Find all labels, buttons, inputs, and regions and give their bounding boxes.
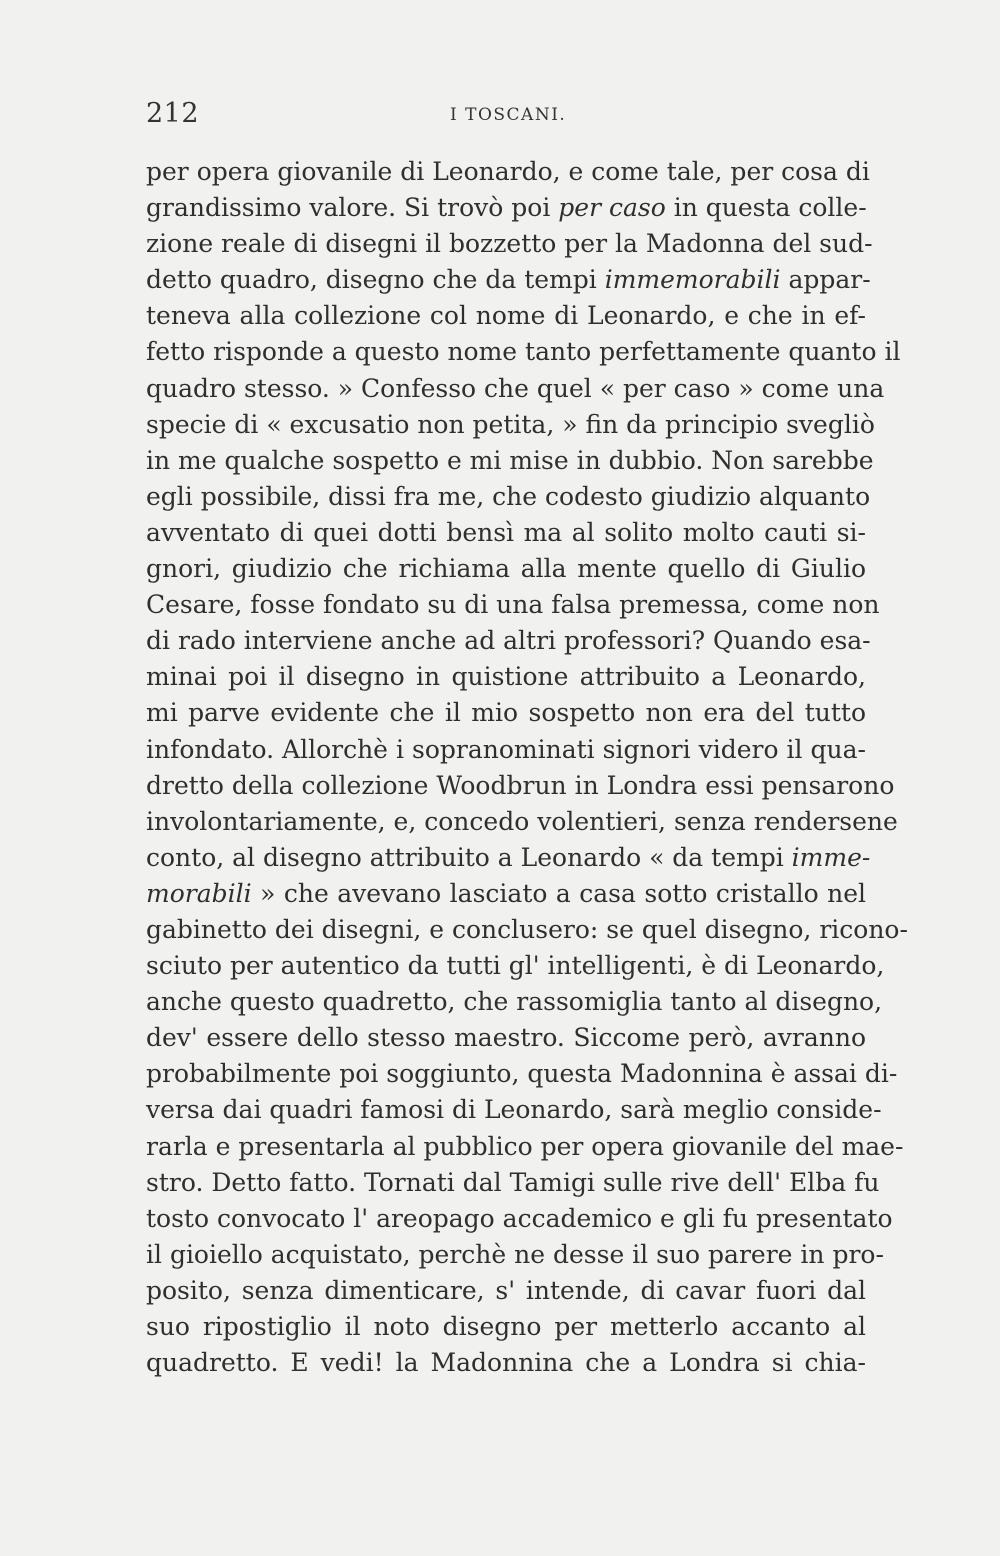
text-segment: gnori, giudizio che richiama alla mente quello di Giulio <box>146 554 866 584</box>
text-line <box>146 623 871 659</box>
text-line <box>146 443 874 479</box>
text-segment: mi parve evidente che il mio sospetto non era del tutto <box>146 698 866 728</box>
text-line <box>146 1020 866 1056</box>
text-segment: posito, senza dimenticare, s' intende, di cavar fuori dal <box>146 1275 866 1305</box>
text-segment: teneva alla collezione col nome di Leonardo, e che in ef- <box>146 301 866 331</box>
text-segment: zione reale di disegni il bozzetto per la Madonna del sud- <box>146 229 873 259</box>
text-line <box>146 659 866 695</box>
text-segment: minai poi il disegno in quistione attribuito a Leonardo, <box>146 662 866 692</box>
text-segment: dretto della collezione Woodbrun in Londra essi pensarono <box>146 770 895 800</box>
text-segment: grandissimo valore. Si trovò poi <box>146 193 559 223</box>
text-segment: tosto convocato l' areopago accademico e gli fu presentato <box>146 1203 893 1233</box>
text-segment: » che avevano lasciato a casa sotto cristallo nel <box>251 878 866 908</box>
text-segment: specie di « excusatio non petita, » fin da principio svegliò <box>146 409 875 439</box>
text-line <box>146 154 870 190</box>
text-segment: appar- <box>780 265 871 295</box>
text-segment: in questa colle- <box>665 193 867 223</box>
text-line <box>146 768 895 804</box>
text-segment: gabinetto dei disegni, e conclusero: se quel disegno, ricono- <box>146 914 908 944</box>
text-line <box>146 1309 866 1345</box>
page-number: 212 <box>146 98 200 129</box>
italic-segment: morabili <box>146 878 252 908</box>
text-segment: stro. Detto fatto. Tornati dal Tamigi sulle rive dell' Elba fu <box>146 1167 880 1197</box>
italic-segment: per caso <box>558 193 666 223</box>
text-segment: per opera giovanile di Leonardo, e come tale, per cosa di <box>146 157 870 186</box>
text-segment: in me qualche sospetto e mi mise in dubbio. Non sarebbe <box>146 445 874 475</box>
text-line <box>146 876 866 912</box>
text-line <box>146 1273 866 1309</box>
text-line <box>146 371 885 407</box>
text-line <box>146 587 880 623</box>
text-line <box>146 551 866 587</box>
text-segment: conto, al disegno attribuito a Leonardo « da tempi <box>146 842 792 872</box>
italic-segment: imme- <box>791 842 871 872</box>
body-text <box>146 154 908 1381</box>
text-line <box>146 1129 904 1165</box>
text-segment: sciuto per autentico da tutti gl' intelligenti, è di Leonardo, <box>146 951 885 981</box>
text-segment: il gioiello acquistato, perchè ne desse il suo parere in pro- <box>146 1239 884 1269</box>
text-segment: versa dai quadri famosi di Leonardo, sarà meglio conside- <box>146 1095 882 1125</box>
page-header <box>146 98 866 138</box>
text-segment: dev' essere dello stesso maestro. Siccome però, avranno <box>146 1023 866 1053</box>
text-segment: probabilmente poi soggiunto, questa Madonnina è assai di- <box>146 1059 898 1089</box>
text-line <box>146 1056 898 1092</box>
text-line <box>146 984 883 1020</box>
text-segment: Cesare, fosse fondato su di una falsa premessa, come non <box>146 590 880 620</box>
text-segment: egli possibile, dissi fra me, che codesto giudizio alquanto <box>146 481 871 511</box>
text-segment: involontariamente, e, concedo volentieri, senza rendersene <box>146 806 898 836</box>
text-line <box>146 407 875 443</box>
text-line <box>146 840 871 876</box>
text-line <box>146 912 908 948</box>
text-line <box>146 1201 893 1237</box>
text-segment: infondato. Allorchè i sopranominati signori videro il qua- <box>146 734 866 764</box>
text-line <box>146 515 866 551</box>
running-head: I TOSCANI. <box>450 105 567 125</box>
text-segment: avventato di quei dotti bensì ma al solito molto cauti si- <box>146 517 866 547</box>
text-segment: rarla e presentarla al pubblico per opera giovanile del mae- <box>146 1131 904 1161</box>
text-line <box>146 226 873 262</box>
text-segment: quadro stesso. » Confesso che quel « per caso » come una <box>146 373 885 403</box>
text-line <box>146 732 866 768</box>
text-line <box>146 1237 884 1273</box>
text-line <box>146 1092 882 1128</box>
text-line <box>146 948 885 984</box>
text-segment: quadretto. E vedi! la Madonnina che a Londra si chia- <box>146 1348 866 1378</box>
italic-segment: immemorabili <box>604 265 781 295</box>
text-segment: detto quadro, disegno che da tempi <box>146 265 605 295</box>
text-line <box>146 479 871 515</box>
text-line <box>146 1165 880 1201</box>
text-line <box>146 334 901 370</box>
text-line <box>146 695 866 731</box>
text-line <box>146 298 866 334</box>
text-line <box>146 262 871 298</box>
text-line <box>146 190 866 226</box>
text-line <box>146 804 898 840</box>
text-line <box>146 1345 866 1381</box>
text-segment: fetto risponde a questo nome tanto perfettamente quanto il <box>146 337 901 367</box>
text-segment: di rado interviene anche ad altri professori? Quando esa- <box>146 626 871 656</box>
text-segment: suo ripostiglio il noto disegno per metterlo accanto al <box>146 1312 866 1341</box>
text-segment: anche questo quadretto, che rassomiglia tanto al disegno, <box>146 987 883 1017</box>
